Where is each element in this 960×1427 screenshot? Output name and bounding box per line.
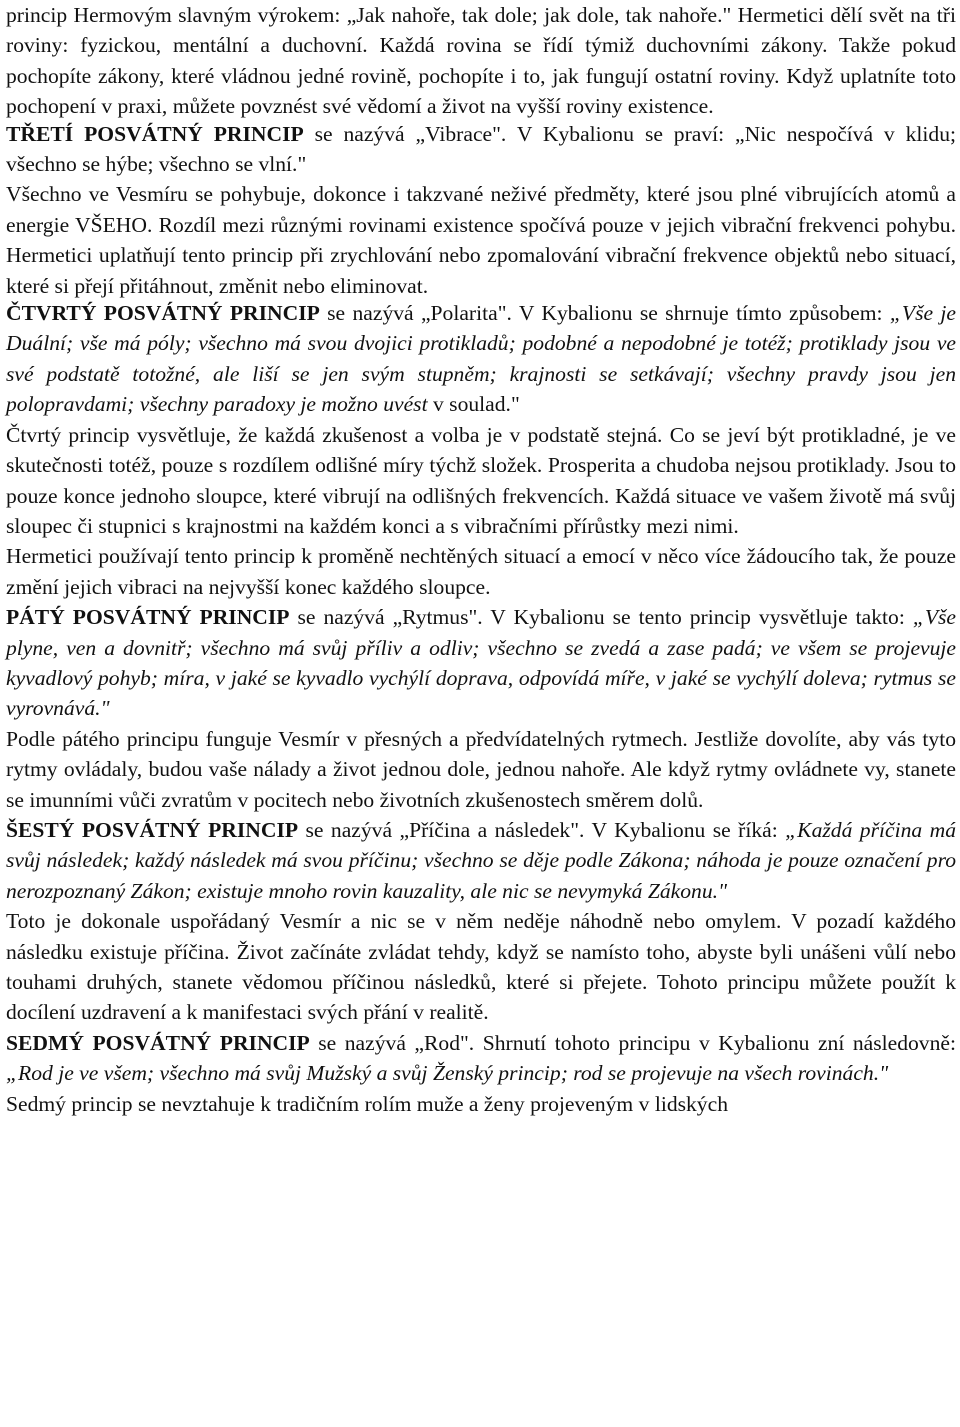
- kybalion-quote: „Rod je ve všem; všechno má svůj Mužský a svůj Ženský princip; rod se projevuje na všech rovinách.": [6, 1061, 889, 1086]
- paragraph-seventh-principle: [6, 1028, 956, 1089]
- section-heading-sixth-principle: ŠESTÝ POSVÁTNÝ PRINCIP: [6, 817, 299, 842]
- body-text: Podle pátého principu funguje Vesmír v přesných a předvídatelných rytmech. Jestliže dovolíte, aby vás tyto rytmy ovládaly, budou vaše nálady a život jednou dole, jednou nahoře. Ale když rytmy ovládnete vy, stanete se imunními vůči zvratům v pocitech nebo životních zkušenostech směrem dolů.: [6, 726, 956, 812]
- section-heading-seventh-principle: SEDMÝ POSVÁTNÝ PRINCIP: [6, 1030, 310, 1055]
- paragraph-fourth-principle: [6, 298, 956, 420]
- paragraph-fifth-principle: [6, 602, 956, 724]
- paragraph-fourth-principle-explanation: [6, 420, 956, 542]
- paragraph-fifth-principle-explanation: [6, 724, 956, 815]
- kybalion-quote: „Vše plyne, ven a dovnitř; všechno má svůj příliv a odliv; všechno se zvedá a zase padá; ve všem se projevuje kyvadlový pohyb; míra, v jaké se kyvadlo vychýlí doprava, odpovídá míře, v jaké se vychýlí doleva; rytmus se vyrovnává.": [6, 605, 956, 721]
- body-text: se nazývá „Vibrace". V Kybalionu se praví: „Nic nespočívá v klidu; všechno se hýbe; všechno se vlní.": [6, 121, 956, 177]
- paragraph-second-principle-end: [6, 0, 956, 122]
- body-text: se nazývá „Rod". Shrnutí tohoto principu v Kybalionu zní následovně:: [309, 1030, 956, 1055]
- body-text: Hermetici používají tento princip k proměně nechtěných situací a emocí v něco více žádoucího tak, že pouze změní jejich vibraci na nejvyšší konec každého sloupce.: [6, 544, 956, 599]
- body-text: Sedmý princip se nevztahuje k tradičním rolím muže a ženy projeveným v lidských: [6, 1091, 728, 1116]
- body-text: princip Hermovým slavným výrokem: „Jak nahoře, tak dole; jak dole, tak nahoře." Hermetici dělí svět na tři roviny: fyzickou, mentální a duchovní. Každá rovina se řídí týmiž duchovními zákony. Takže pokud pochopíte zákony, které vládnou jedné rovině, pochopíte i to, jak fungují ostatní roviny. Když uplatníte toto pochopení v praxi, můžete povznést své vědomí a život na vyšší roviny existence.: [6, 3, 956, 119]
- paragraph-third-principle-explanation: [6, 179, 956, 301]
- kybalion-quote: „Vše je Duální; vše má póly; všechno má svou dvojici protikladů; podobné a nepodobné je totéž; protiklady jsou ve své podstatě totožné, ale liší se jen svým stupněm; krajnosti se setkávají; všechny pravdy jsou jen polopravdami; všechny paradoxy je možno uvést: [6, 301, 956, 417]
- paragraph-fourth-principle-usage: [6, 541, 956, 602]
- section-heading-third-principle: TŘETÍ POSVÁTNÝ PRINCIP: [6, 121, 304, 146]
- section-heading-fourth-principle: ČTVRTÝ POSVÁTNÝ PRINCIP: [6, 301, 320, 326]
- body-text: Toto je dokonale uspořádaný Vesmír a nic se v něm neděje náhodně nebo omylem. V pozadí každého následku existuje příčina. Život začínáte zvládat tehdy, když se namísto toho, abyste byli unášeni vůlí nebo touhami druhých, stanete vědomou příčinou následků, které si přejete. Tohoto principu můžete použít k docílení uzdravení a k manifestaci svých přání v realitě.: [6, 909, 956, 1025]
- paragraph-sixth-principle-explanation: [6, 906, 956, 1028]
- body-text: se nazývá „Příčina a následek". V Kybalionu se říká:: [298, 817, 786, 842]
- body-text: se nazývá „Polarita". V Kybalionu se shrnuje tímto způsobem:: [319, 301, 890, 326]
- paragraph-seventh-principle-explanation: [6, 1089, 956, 1119]
- section-heading-fifth-principle: PÁTÝ POSVÁTNÝ PRINCIP: [6, 605, 290, 630]
- body-text: se nazývá „Rytmus". V Kybalionu se tento princip vysvětluje takto:: [289, 605, 913, 630]
- paragraph-sixth-principle: [6, 815, 956, 906]
- body-text: Čtvrtý princip vysvětluje, že každá zkušenost a volba je v podstatě stejná. Co se jeví být protikladné, je ve skutečnosti totéž, pouze s rozdílem odlišné míry týchž složek. Prosperita a chudoba nejsou protiklady. Jsou to pouze konce jednoho sloupce, které vibrují na odlišných frekvencích. Každá situace ve vašem životě má svůj sloupec či stupnici s krajnostmi na každém konci a s vibračními přírůstky mezi nimi.: [6, 422, 956, 538]
- document-page: [6, 0, 956, 1119]
- kybalion-quote: „Každá příčina má svůj následek; každý následek má svou příčinu; všechno se děje podle Zákona; náhoda je pouze označení pro nerozpoznaný Zákon; existuje mnoho rovin kauzality, ale nic se nevymyká Zákonu.": [6, 817, 956, 903]
- body-text: v soulad.": [427, 392, 520, 417]
- paragraph-third-principle: [6, 119, 956, 180]
- body-text: Všechno ve Vesmíru se pohybuje, dokonce i takzvané neživé předměty, které jsou plné vibrujících atomů a energie VŠEHO. Rozdíl mezi různými rovinami existence spočívá pouze v jejich vibrační frekvenci pohybu. Hermetici uplatňují tento princip při zrychlování nebo zpomalování vibrační frekvence objektů nebo situací, které si přejí přitáhnout, změnit nebo eliminovat.: [6, 182, 956, 298]
